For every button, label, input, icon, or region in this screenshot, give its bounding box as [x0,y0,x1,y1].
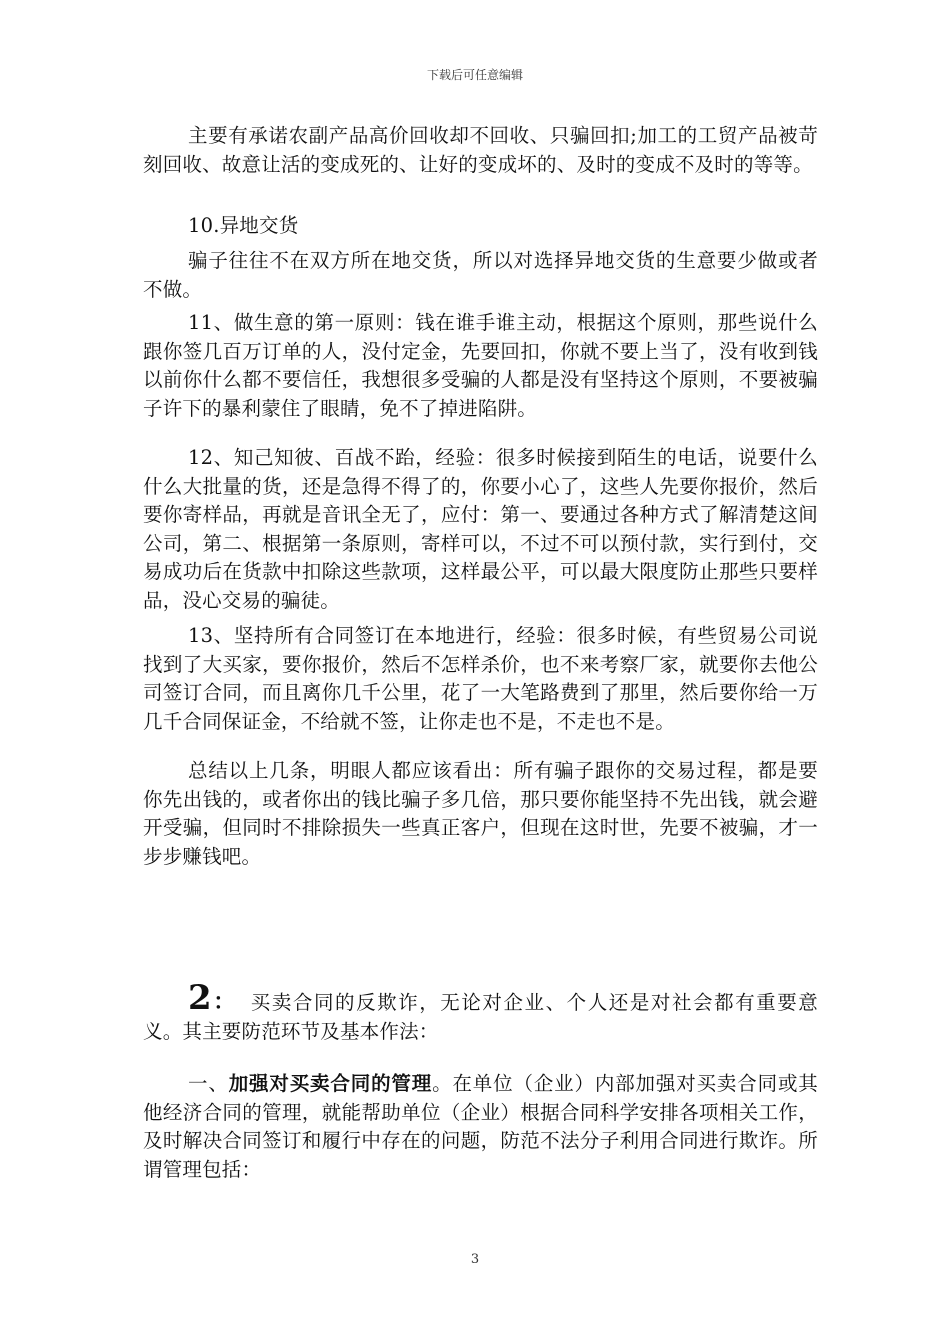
paragraph-7: 总结以上几条，明眼人都应该看出：所有骗子跟你的交易过程，都是要你先出钱的，或者你出的钱比骗子多几倍，那只要你能坚持不先出钱，就会避开受骗，但同时不排除损失一些真正客户，但现在这时世，先要不被骗，才一步步赚钱吧。 [143,759,818,868]
section-number: 2 [188,978,212,1018]
paragraph-2: 10.异地交货 [188,214,299,237]
page-number: 3 [470,1252,480,1267]
paragraph-block-6 [143,622,818,736]
paragraph-4: 11、做生意的第一原则：钱在谁手谁主动，根据这个原则，那些说什么跟你签几百万订单的人，没付定金，先要回扣，你就不要上当了，没有收到钱以前你什么都不要信任，我想很多受骗的人都是没有坚持这个原则，不要被骗子许下的暴利蒙住了眼睛，免不了掉进陷阱。 [143,311,818,420]
paragraph-block-5 [143,444,818,615]
paragraph-block-7 [143,757,818,871]
page-header: 下载后可任意编辑 [426,68,523,82]
paragraph-6: 13、坚持所有合同签订在本地进行，经验：很多时候，有些贸易公司说找到了大买家，要你报价，然后不怎样杀价，也不来考察厂家，就要你去他公司签订合同，而且离你几千公里，花了一大笔路费到了那里，然后要你给一万几千合同保证金，不给就不签，让你走也不是，不走也不是。 [143,624,818,733]
paragraph-intro [143,122,818,179]
section-colon: ： [211,989,237,1015]
section-2-item-1 [143,1070,818,1184]
section-2-intro-text: 买卖合同的反欺诈，无论对企业、个人还是对社会都有重要意义。其主要防范环节及基本作法： [143,991,818,1043]
heading-item-10 [143,212,818,241]
item-1-text: 。在单位（企业）内部加强对买卖合同或其他经济合同的管理，就能帮助单位（企业）根据合同科学安排各项相关工作，及时解决合同签订和履行中存在的问题，防范不法分子利用合同进行欺诈。所谓管理包括： [143,1072,818,1181]
paragraph-3: 骗子往往不在双方所在地交货，所以对选择异地交货的生意要少做或者不做。 [143,249,818,301]
item-1-prefix: 一、 [188,1072,229,1095]
paragraph-1: 主要有承诺农副产品高价回收却不回收、只骗回扣;加工的工贸产品被苛刻回收、故意让活的变成死的、让好的变成坏的、及时的变成不及时的等等。 [143,124,818,176]
paragraph-block-3 [143,247,818,304]
paragraph-block-4 [143,309,818,423]
section-2-intro [143,978,818,1046]
paragraph-5: 12、知己知彼、百战不跆，经验：很多时候接到陌生的电话，说要什么什么大批量的货，还是急得不得了的，你要小心了，这些人先要你报价，然后要你寄样品，再就是音讯全无了，应付：第一、要通过各种方式了解清楚这间公司，第二、根据第一条原则，寄样可以，不过不可以预付款，实行到付，交易成功后在货款中扣除这些款项，这样最公平，可以最大限度防止那些只要样品，没心交易的骗徒。 [143,446,818,612]
item-1-bold-title: 加强对买卖合同的管理 [228,1072,433,1095]
